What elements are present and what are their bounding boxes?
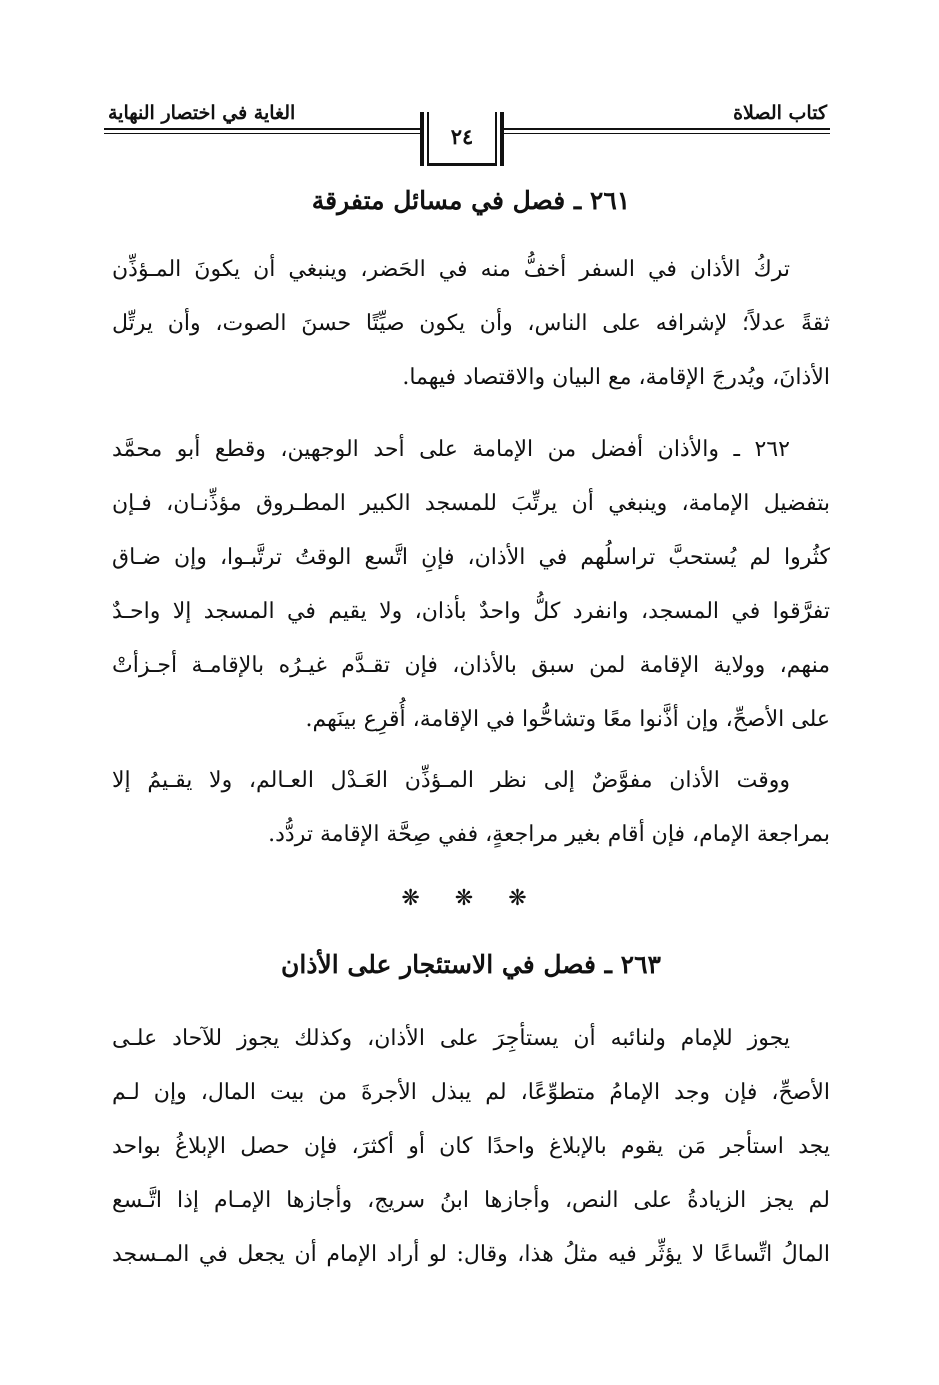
text-line: بتفضيل الإمامة، وينبغي أن يرتِّبَ للمسجد الكبير المطـروق مؤذِّنـان، فـإن	[112, 491, 830, 516]
page-number-frame	[420, 112, 504, 166]
text-line: لم يجز الزيادةُ على النص، وأجازها ابنُ سريج، وأجازها الإمـام إذا اتَّـسع	[112, 1188, 830, 1213]
text-line: منهم، وولاية الإقامة لمن سبق بالأذان، فإن تقـدَّم غيـرُه بالإقامـة أجـزأتْ	[112, 653, 830, 678]
section-heading: ٢٦١ ـ فصل في مسائل متفرقة	[311, 186, 631, 215]
text-line: كثُروا لم يُستحبَّ تراسلُهم في الأذان، فإنِ اتَّسع الوقتُ ترتَّبـوا، وإن ضـاق	[112, 545, 830, 570]
text-line: يجد استأجر مَن يقوم بالإبلاغ واحدًا كان أو أكثرَ، فإن حصل الإبلاغُ بواحد	[112, 1134, 830, 1159]
text-line: تركُ الأذان في السفر أخفُّ منه في الحَضر، وينبغي أن يكونَ المـؤذِّن	[112, 257, 790, 282]
header-chapter-title: كتاب الصلاة	[733, 102, 827, 124]
section-separator: ❋ ❋ ❋	[401, 886, 541, 911]
section-heading: ٢٦٣ ـ فصل في الاستئجار على الأذان	[281, 950, 661, 979]
text-line: يجوز للإمام ولنائبه أن يستأجِرَ على الأذان، وكذلك يجوز للآحاد علـى	[112, 1026, 790, 1051]
text-line: ثقةً عدلاً؛ لإشرافه على الناس، وأن يكون صيِّتًا حسنَ الصوت، وأن يرتِّل	[112, 311, 830, 336]
header-book-title: الغاية في اختصار النهاية	[108, 102, 296, 124]
text-line: المالُ اتِّساعًا لا يؤثِّر فيه مثلُ هذا، وقال: لو أراد الإمام أن يجعل في المـسجد	[112, 1242, 830, 1267]
paragraph	[112, 423, 830, 747]
paragraph	[112, 1012, 830, 1282]
paragraph	[112, 754, 830, 862]
text-line: بمراجعة الإمام، فإن أقام بغير مراجعةٍ، ففي صِحَّة الإقامة تردُّد.	[268, 822, 830, 847]
text-line: الأصحِّ، فإن وجد الإمامُ متطوِّعًا، لم يبذل الأجرةَ من بيت المال، وإن لـم	[112, 1080, 830, 1105]
text-line: تفرَّقوا في المسجد، وانفرد كلُّ واحدٌ بأذان، ولا يقيم في المسجد إلا واحـدٌ	[112, 599, 830, 624]
page-number: ٢٤	[450, 124, 474, 149]
paragraph	[112, 243, 830, 405]
text-line: ووقت الأذان مفوَّضٌ إلى نظر المـؤذِّن العَـدْل العـالم، ولا يقـيمُ إلا	[112, 768, 790, 793]
text-line: ٢٦٢ ـ والأذان أفضل من الإمامة على أحد الوجهين، وقطع أبو محمَّد	[112, 437, 790, 462]
text-line: على الأصحِّ، وإن أذَّنوا معًا وتشاحُّوا في الإقامة، أُقرِع بينَهم.	[305, 707, 830, 732]
text-line: الأذانَ، ويُدرجَ الإقامة، مع البيان والاقتصاد فيهما.	[402, 365, 830, 390]
